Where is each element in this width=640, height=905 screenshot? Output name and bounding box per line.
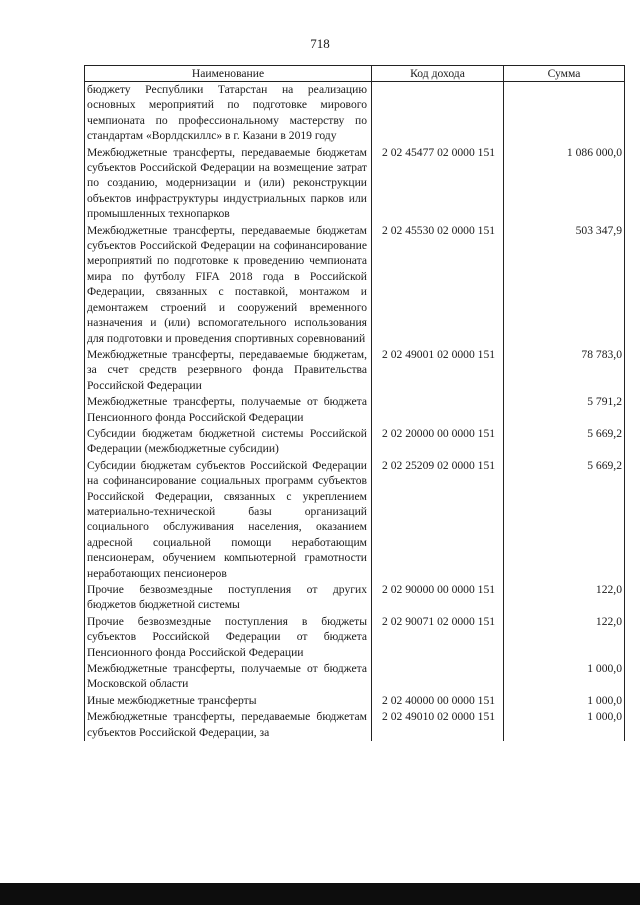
row-code (372, 82, 504, 145)
row-name: Прочие безвозмездные поступления от других бюджетов бюджетной системы (85, 582, 372, 614)
row-sum: 78 783,0 (504, 347, 625, 394)
row-sum (504, 82, 625, 145)
table-row (85, 347, 625, 394)
table-row (85, 709, 625, 741)
row-name: Межбюджетные трансферты, передаваемые бюджетам субъектов Российской Федерации на софинансирование мероприятий по подготовке к проведению чемпионата мира по футболу FIFA 2018 года в Российской Федерации, связанных с поставкой, монтажом и демонтажем строений и сооружений временного назначения и (или) вспомогательного использования для подготовки и проведения спортивных соревнований (85, 223, 372, 347)
table-row (85, 394, 625, 426)
row-sum: 122,0 (504, 614, 625, 661)
row-sum: 5 791,2 (504, 394, 625, 426)
table-row (85, 582, 625, 614)
row-code: 2 02 25209 02 0000 151 (372, 458, 504, 582)
row-code: 2 02 45477 02 0000 151 (372, 145, 504, 223)
row-name: Межбюджетные трансферты, передаваемые бюджетам, за счет средств резервного фонда Правительства Российской Федерации (85, 347, 372, 394)
row-sum: 1 000,0 (504, 661, 625, 693)
row-name: Межбюджетные трансферты, получаемые от бюджета Московской области (85, 661, 372, 693)
row-code: 2 02 20000 00 0000 151 (372, 426, 504, 458)
page-number: 718 (310, 36, 330, 51)
row-code: 2 02 90000 00 0000 151 (372, 582, 504, 614)
row-code: 2 02 49001 02 0000 151 (372, 347, 504, 394)
header-code: Код дохода (372, 66, 504, 82)
row-code: 2 02 45530 02 0000 151 (372, 223, 504, 347)
row-sum: 1 000,0 (504, 693, 625, 709)
row-sum: 5 669,2 (504, 426, 625, 458)
row-name: Межбюджетные трансферты, передаваемые бюджетам субъектов Российской Федерации, за (85, 709, 372, 741)
row-name: Прочие безвозмездные поступления в бюджеты субъектов Российской Федерации от бюджета Пенсионного фонда Российской Федерации (85, 614, 372, 661)
revenue-table (84, 65, 625, 741)
row-code: 2 02 90071 02 0000 151 (372, 614, 504, 661)
table-row (85, 661, 625, 693)
row-sum: 503 347,9 (504, 223, 625, 347)
row-name: Иные межбюджетные трансферты (85, 693, 372, 709)
table-row (85, 458, 625, 582)
table-row (85, 426, 625, 458)
row-name: бюджету Республики Татарстан на реализацию основных мероприятий по подготовке мирового чемпионата по профессиональному мастерству по стандартам «Ворлдскиллс» в г. Казани в 2019 году (85, 82, 372, 145)
table-row (85, 223, 625, 347)
row-code (372, 661, 504, 693)
row-name: Субсидии бюджетам субъектов Российской Федерации на софинансирование социальных программ субъектов Российской Федерации, связанных с укреплением материально-технической базы организаций социального обслуживания населения, оказанием адресной социальной помощи неработающим пенсионерам, обучением компьютерной грамотности неработающих пенсионеров (85, 458, 372, 582)
table-row (85, 82, 625, 145)
row-name: Субсидии бюджетам бюджетной системы Российской Федерации (межбюджетные субсидии) (85, 426, 372, 458)
table-header-row (85, 66, 625, 82)
row-sum: 122,0 (504, 582, 625, 614)
row-name: Межбюджетные трансферты, получаемые от бюджета Пенсионного фонда Российской Федерации (85, 394, 372, 426)
row-code: 2 02 49010 02 0000 151 (372, 709, 504, 741)
header-name: Наименование (85, 66, 372, 82)
table-row (85, 614, 625, 661)
table-row (85, 145, 625, 223)
row-sum: 5 669,2 (504, 458, 625, 582)
row-sum: 1 000,0 (504, 709, 625, 741)
row-name: Межбюджетные трансферты, передаваемые бюджетам субъектов Российской Федерации на возмещение затрат по созданию, модернизации и (или) реконструкции объектов инфраструктуры индустриальных парков или промышленных технопарков (85, 145, 372, 223)
table-row (85, 693, 625, 709)
row-code: 2 02 40000 00 0000 151 (372, 693, 504, 709)
scan-bottom-edge (0, 883, 640, 905)
row-code (372, 394, 504, 426)
row-sum: 1 086 000,0 (504, 145, 625, 223)
header-sum: Сумма (504, 66, 625, 82)
